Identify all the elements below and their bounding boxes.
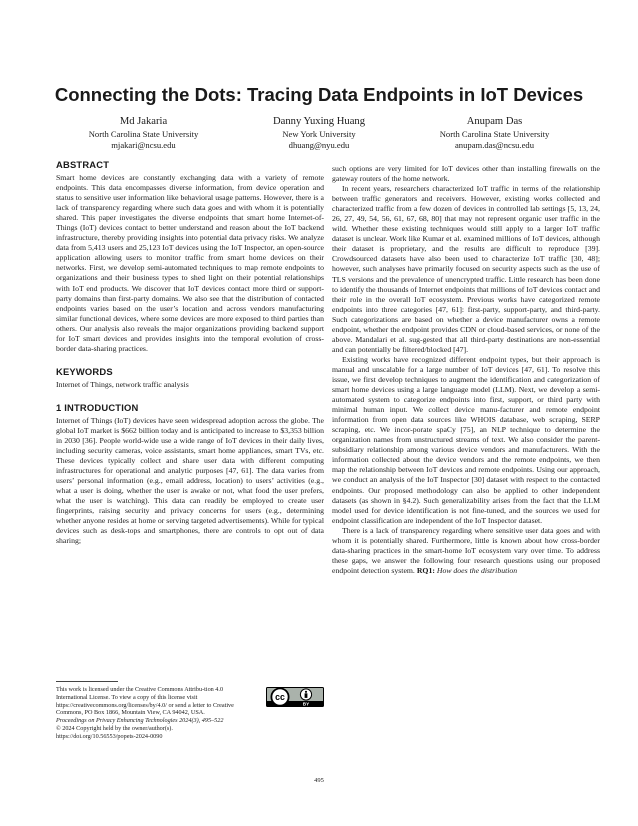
abstract-heading: ABSTRACT [56, 159, 110, 170]
author-email: mjakari@ncsu.edu [111, 140, 176, 151]
author [407, 115, 582, 152]
footnote-license-row [56, 686, 324, 717]
page-number: 495 [314, 777, 324, 784]
left-column [56, 159, 324, 547]
proceedings-line: Proceedings on Privacy Enhancing Technologies 2024(3), 495–522 [56, 717, 224, 725]
author-block [56, 115, 582, 152]
keywords-text: Internet of Things, network traffic analysis [56, 379, 189, 389]
footnote-divider [56, 681, 118, 682]
author-affiliation: North Carolina State University [439, 129, 550, 139]
body-text: There is a lack of transparency regarding where sensitive user data goes and with whom it is potentially shared. Furthermore, little is known about how cross-border data-sharing practices in the smart-home IoT ecosystem vary over time. To address these gaps, we answer the following four research questions using our proposed endpoint detection system. [332, 525, 600, 575]
license-text: This work is licensed under the Creative Commons Attribu-tion 4.0 International License. To view a copy of this license visit https://creativecommons.org/licenses/by/4.0/ or send a letter to Creative Commons, PO Box 1866, Mountain View, CA 94042, USA. [56, 686, 234, 717]
author [56, 115, 231, 152]
author-name: Danny Yuxing Huang [273, 116, 365, 127]
creative-commons-by-icon [266, 687, 324, 707]
author-affiliation: New York University [282, 129, 356, 139]
doi-link[interactable]: https://doi.org/10.56553/popets-2024-0090 [56, 732, 163, 740]
cc-badge-mark: cc [275, 692, 285, 703]
keywords-heading: KEYWORDS [56, 365, 113, 377]
abstract-text: Smart home devices are constantly exchanging data with a variety of remote endpoints. This data encompasses diverse information, from device operation and status to sensitive user information like behavioral usage patterns. However, there is a lack of transparency regarding where such data goes and with whom it is potentially shared. This paper investigates the diverse endpoints that smart home Internet-of-Things (IoT) devices contact to better understand and reason about the IoT backend infrastructure, thereby providing insights into potential data privacy risks. We analyze data from 5,413 users and 25,123 IoT devices using the IoT Inspector, an open-source application allowing users to monitor traffic from smart home devices on their networks. First, we develop semi-automated techniques to map remote endpoints to organizations and their business types to shed light on their potential relationships with IoT end products. We discover that IoT devices contact more third or support-party domains than first-party domains. We also see that the distribution of contacted endpoints varies based on the user’s location and across vendors manufacturing similar functional devices, where some devices are more exposed to third parties than others. Our analysis also reveals the major organizations providing backend support for IoT smart devices and provides insights into the temporal evolution of cross-border data-sharing practices. [56, 173, 324, 353]
body-paragraph: In recent years, researchers characterized IoT traffic in terms of the relationship between traffic generators and receivers. However, existing works collected and characterized traffic from a few dozen of devices in controlled lab settings [5, 13, 24, 26, 27, 49, 54, 56, 61, 67, 68, 80] that may not represent organic user traffic in the wild. Whether these existing techniques would still apply to a larger IoT traffic dataset is unclear. Work like Kumar et al. examined millions of IoT devices, although their dataset is proprietary, and the results are difficult to reproduce [39]. Crowdsourced datasets have also been used to characterize IoT traffic [30, 48]; however, such analyses have primarily focused on security aspects such as the use of TLS versions and the prevalence of unencrypted traffic. Little research has been done to identify the thousands of Internet endpoints that millions of IoT devices contact and their role in the overall IoT ecosystem. Previous works have categorized remote endpoints into three categories [47, 61]: first-party, support-party, and third-party. Such categorizations are based on whether a device manufacturer owns a remote endpoint, whether the endpoint provides CDN or cloud-based services, or none of the above. Mandalari et al. sug-gested that all third-party destinations are non-essential and can potentially be filtered/blocked [47]. [332, 184, 600, 354]
author-email: anupam.das@ncsu.edu [454, 140, 535, 151]
right-column [332, 164, 600, 576]
copyright-line: © 2024 Copyright held by the owner/author(s). [56, 724, 173, 732]
cc-badge-by-label: BY [302, 701, 310, 707]
license-footnote [56, 681, 324, 741]
paper-title: Connecting the Dots: Tracing Data Endpoints in IoT Devices [54, 84, 584, 105]
body-paragraph: such options are very limited for IoT devices other than installing firewalls on the gateway routers of the home network. [332, 164, 600, 184]
research-question-text: How does the distribution [436, 565, 518, 575]
introduction-heading: 1 INTRODUCTION [56, 401, 139, 413]
author-name: Anupam Das [466, 116, 523, 127]
author-affiliation: North Carolina State University [88, 129, 199, 139]
body-paragraph: Existing works have recognized different endpoint types, but their approach is manual and unscalable for a large number of IoT devices [47, 61]. To resolve this issue, we first develop techniques to augment the identification and categorization of smart home devices using a large language model (LLM). Next, we develop a semi-automated system to categorize endpoints into first, support, or third party with minimal human input. We collect device manu-facturer and remote endpoint information from open data sources like WHOIS database, web scraping, SERP scraping, etc. We incor-porate spaCy [75], an NLP technique to determine the organization names from unstructured streams of text. We also consider the parent-subsidiary relationship among various device vendors and manufacturers. With the information collected about the device vendors and the remote endpoints, we then map the relationship between IoT devices and remote endpoints. Using our approach, we conduct an analysis of the IoT Inspector [30] dataset with respect to the contacted endpoints. Our proposed methodology can also be applied to other independent datasets (as shown in §4.2). Such generalizability arises from the fact that the LLM model used for device identification is not fine-tuned, and the sources we used for endpoint classification are independent of the IoT Inspector dataset. [332, 354, 600, 525]
introduction-paragraph: Internet of Things (IoT) devices have seen widespread adoption across the globe. The global IoT market is $662 billion today and is anticipated to increase to $3,353 billion in 2030 [36]. People world-wide use a wide range of IoT devices in their daily lives, including security cameras, voice assistants, smart home appliances, smart TVs, etc. These devices typically collect and share user data with different computing infrastructures for operational and analytic purposes [47, 61]. The data varies from users’ personal information (e.g., email address, location) to users’ activities (e.g., what a user is doing, whether the user is awake or not, what food the user prefers, what the user is watching). This data can readily be employed to create user fingerprints, raising security and privacy concerns for users (e.g., determining whether anyone resides at home or serving targeted advertisements). While for typical devices such as desk-tops and smartphones, there are controls to opt out of data sharing; [56, 415, 324, 546]
author [232, 115, 407, 152]
author-email: dhuang@nyu.edu [288, 140, 350, 151]
body-paragraph [332, 526, 600, 576]
author-name: Md Jakaria [119, 116, 168, 127]
research-question-label: RQ1: [416, 565, 435, 575]
